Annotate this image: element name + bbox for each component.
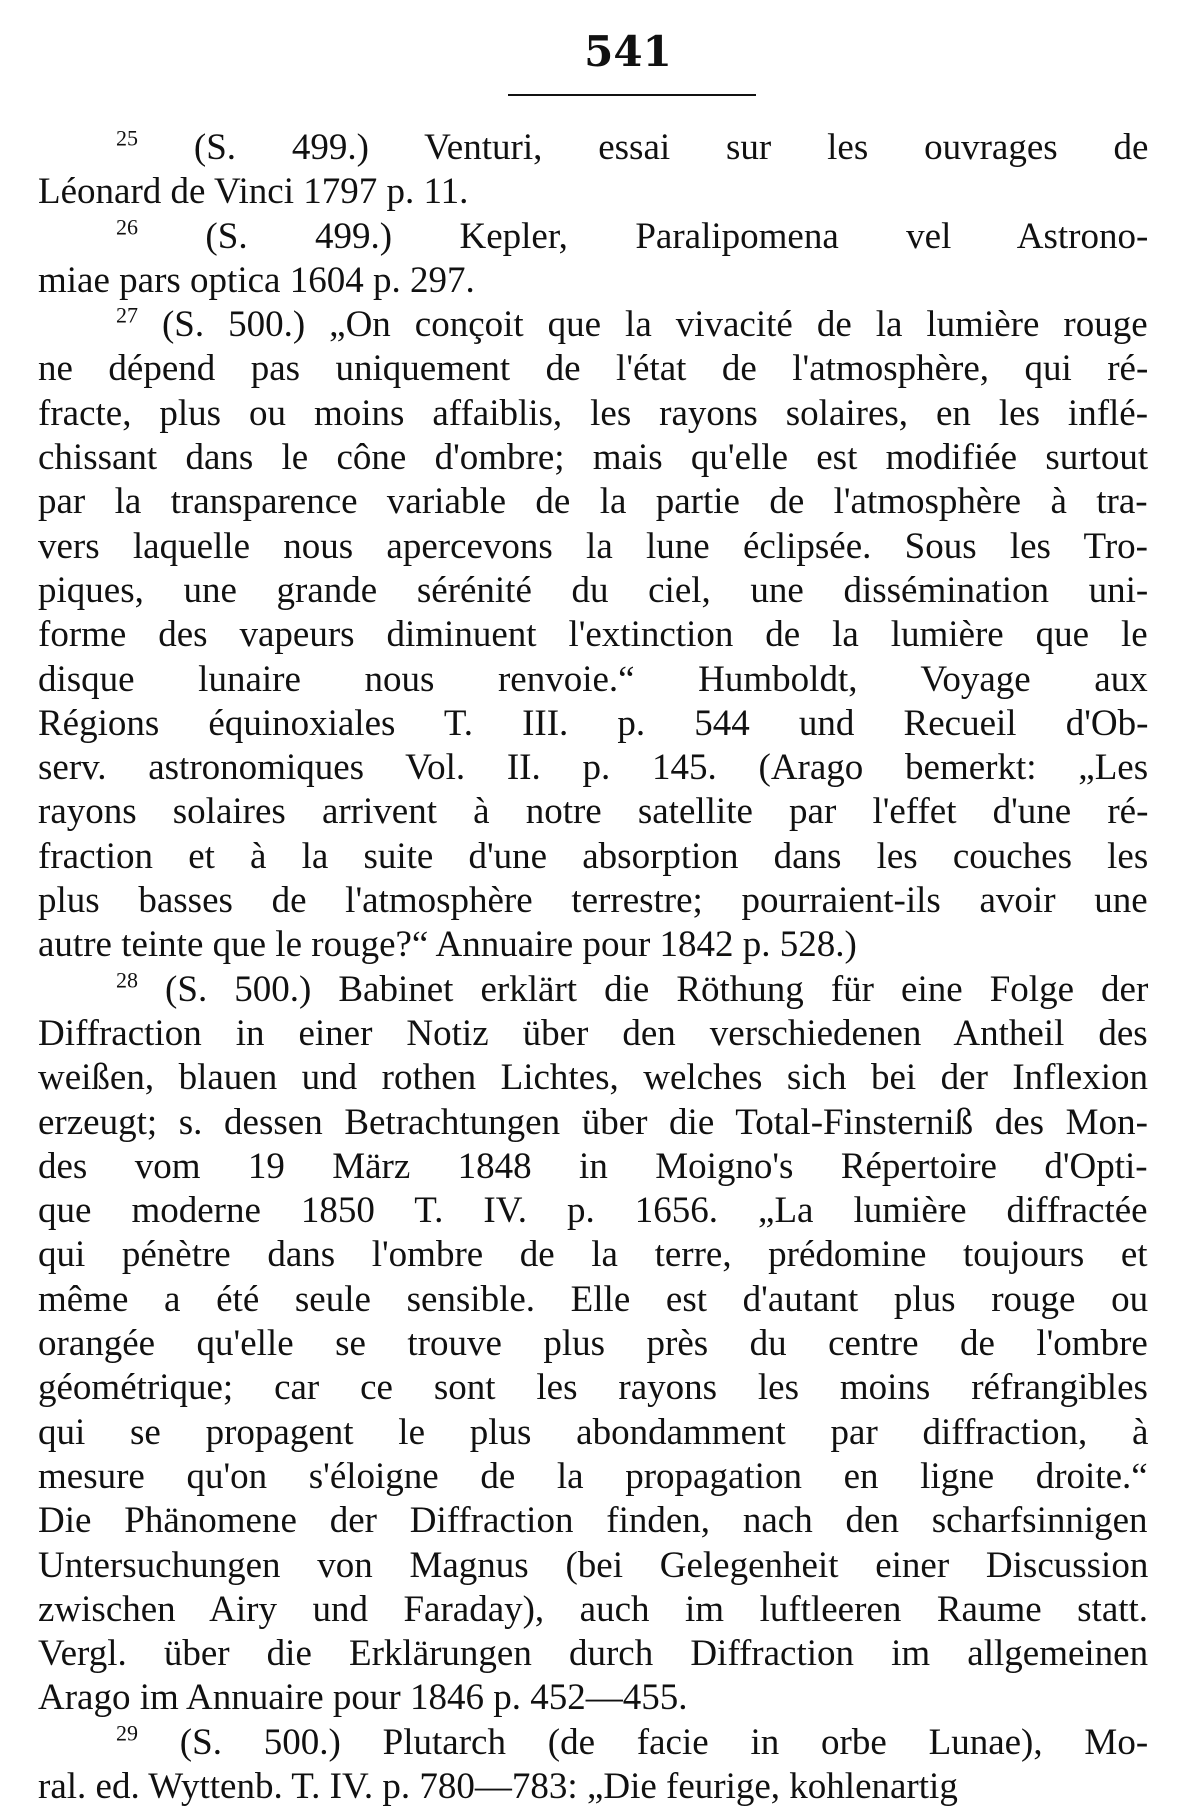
text-line — [38, 835, 1148, 879]
line-text: fracte, plus ou moins affaiblis, les rayons solaires, en les inflé- — [38, 392, 1148, 434]
text-line — [38, 613, 1148, 657]
line-text: Die Phänomene der Diffraction finden, nach den scharfsinnigen — [38, 1500, 1148, 1542]
text-line — [38, 1765, 1148, 1809]
line-text: par la transparence variable de la partie de l'atmosphère à tra- — [38, 481, 1148, 523]
text-line — [38, 1632, 1148, 1676]
line-text: qui se propagent le plus abondamment par diffraction, à — [38, 1411, 1148, 1453]
text-line — [38, 1145, 1148, 1189]
line-text: Diffraction in einer Notiz über den verschiedenen Antheil des — [38, 1012, 1148, 1054]
text-line — [38, 658, 1148, 702]
line-text: ne dépend pas uniquement de l'état de l'atmosphère, qui ré- — [38, 348, 1148, 390]
footnote-number: 27 — [116, 303, 138, 328]
text-line — [38, 347, 1148, 391]
line-text: forme des vapeurs diminuent l'extinction de la lumière que le — [38, 614, 1148, 656]
text-line — [38, 259, 1148, 303]
line-text: fraction et à la suite d'une absorption dans les couches les — [38, 835, 1148, 877]
text-line — [38, 746, 1148, 790]
text-line — [38, 1233, 1148, 1277]
text-line — [38, 1588, 1148, 1632]
footnote-number: 28 — [116, 967, 138, 993]
line-text: (S. 500.) Plutarch (de facie in orbe Lunae), Mo- — [138, 1721, 1148, 1763]
line-text: serv. astronomiques Vol. II. p. 145. (Arago bemerkt: „Les — [38, 747, 1148, 789]
footnote-number: 29 — [116, 1720, 138, 1746]
line-text: vers laquelle nous apercevons la lune éclipsée. Sous les Tro- — [38, 525, 1148, 567]
text-line — [38, 1101, 1148, 1145]
text-line — [38, 170, 1148, 214]
line-text: Untersuchungen von Magnus (bei Gelegenheit einer Discussion — [38, 1544, 1148, 1586]
line-text: miae pars optica 1604 p. 297. — [38, 259, 475, 301]
line-text: zwischen Airy und Faraday), auch im luftleeren Raume statt. — [38, 1588, 1148, 1630]
line-text: même a été seule sensible. Elle est d'autant plus rouge ou — [38, 1278, 1148, 1320]
text-line — [38, 1278, 1148, 1322]
text-line — [38, 879, 1148, 923]
line-text: des vom 19 März 1848 in Moigno's Répertoire d'Opti- — [38, 1145, 1148, 1187]
line-text: Vergl. über die Erklärungen durch Diffraction im allgemeinen — [38, 1633, 1148, 1675]
line-text: Régions équinoxiales T. III. p. 544 und Recueil d'Ob- — [38, 702, 1148, 744]
line-text: orangée qu'elle se trouve plus près du centre de l'ombre — [38, 1323, 1148, 1365]
text-line — [38, 923, 1148, 967]
line-text: géométrique; car ce sont les rayons les moins réfrangibles — [38, 1367, 1148, 1409]
footnote-text — [38, 126, 1148, 1809]
text-line — [38, 1411, 1148, 1455]
line-text: que moderne 1850 T. IV. p. 1656. „La lumière diffractée — [38, 1190, 1148, 1232]
line-text: Léonard de Vinci 1797 p. 11. — [38, 171, 469, 213]
text-line — [38, 392, 1148, 436]
line-text: mesure qu'on s'éloigne de la propagation en ligne droite.“ — [38, 1455, 1148, 1497]
text-line — [38, 1544, 1148, 1588]
line-text: weißen, blauen und rothen Lichtes, welches sich bei der Inflexion — [38, 1057, 1148, 1099]
line-text: (S. 499.) Venturi, essai sur les ouvrages de — [138, 127, 1148, 168]
text-line — [38, 1056, 1148, 1100]
footnote-start-line — [38, 303, 1148, 347]
line-text: erzeugt; s. dessen Betrachtungen über die Total-Finsterniß des Mon- — [38, 1101, 1148, 1143]
text-line — [38, 1455, 1148, 1499]
line-text: disque lunaire nous renvoie.“ Humboldt, Voyage aux — [38, 658, 1148, 700]
text-line — [38, 1012, 1148, 1056]
line-text: (S. 500.) „On conçoit que la vivacité de la lumière rouge — [138, 304, 1148, 346]
page-number: 541 — [584, 27, 672, 76]
text-line — [38, 1499, 1148, 1543]
line-text: chissant dans le cône d'ombre; mais qu'elle est modifiée surtout — [38, 437, 1148, 479]
header-rule — [508, 94, 756, 96]
footnote-start-line — [38, 1721, 1148, 1765]
text-line — [38, 790, 1148, 834]
text-line — [38, 702, 1148, 746]
text-line — [38, 569, 1148, 613]
line-text: piques, une grande sérénité du ciel, une dissémination uni- — [38, 569, 1148, 611]
footnote-number: 26 — [116, 214, 138, 240]
footnote-start-line — [38, 968, 1148, 1012]
line-text: autre teinte que le rouge?“ Annuaire pour 1842 p. 528.) — [38, 924, 857, 966]
text-line — [38, 1676, 1148, 1720]
text-line — [38, 1189, 1148, 1233]
line-text: (S. 499.) Kepler, Paralipomena vel Astrono- — [138, 215, 1148, 257]
text-line — [38, 1366, 1148, 1410]
text-line — [38, 436, 1148, 480]
text-line — [38, 1322, 1148, 1366]
line-text: rayons solaires arrivent à notre satellite par l'effet d'une ré- — [38, 791, 1148, 833]
footnote-number: 25 — [116, 126, 138, 151]
line-text: plus basses de l'atmosphère terrestre; pourraient-ils avoir une — [38, 880, 1148, 922]
book-page — [38, 20, 1148, 1809]
line-text: ral. ed. Wyttenb. T. IV. p. 780—783: „Die feurige, kohlenartig — [38, 1765, 958, 1807]
line-text: (S. 500.) Babinet erklärt die Röthung für eine Folge der — [138, 968, 1148, 1010]
line-text: qui pénètre dans l'ombre de la terre, prédomine toujours et — [38, 1234, 1148, 1276]
line-text: Arago im Annuaire pour 1846 p. 452—455. — [38, 1677, 688, 1719]
footnote-start-line — [38, 126, 1148, 170]
footnote-start-line — [38, 215, 1148, 259]
text-line — [38, 480, 1148, 524]
text-line — [38, 525, 1148, 569]
